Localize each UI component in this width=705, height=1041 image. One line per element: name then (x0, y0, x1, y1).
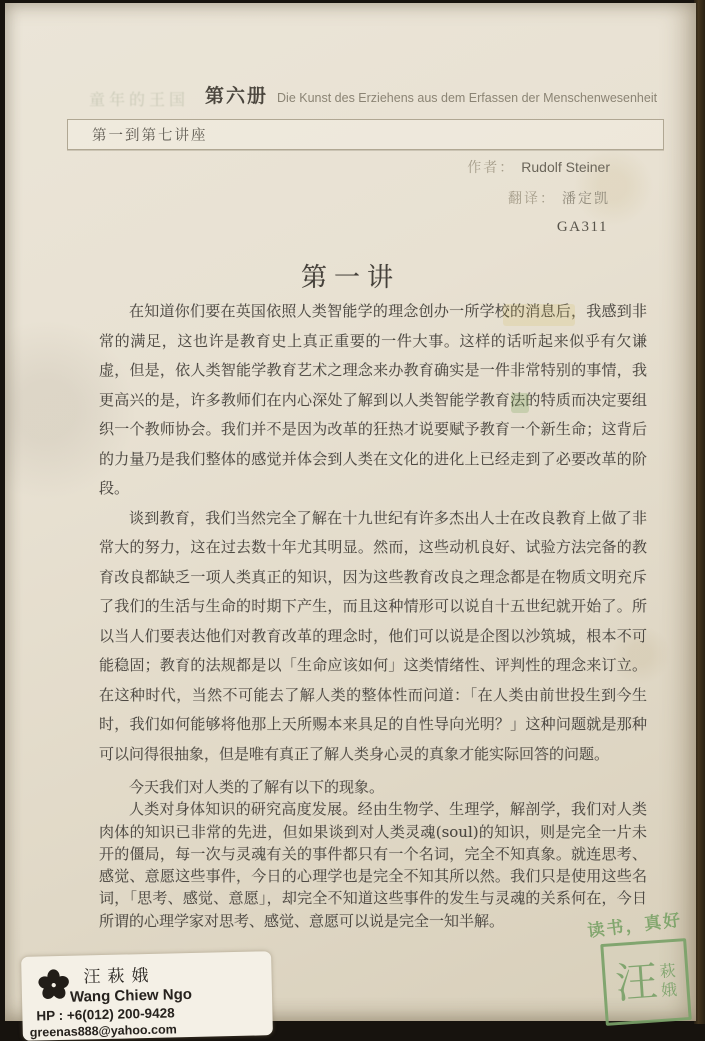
volume-title-line (205, 81, 657, 108)
seal-large-char: 汪 (613, 956, 660, 1009)
seal-small-char: 萩 (659, 960, 677, 981)
paragraph: 在知道你们要在英国依照人类智能学的理念创办一所学校的消息后，我感到非常的满足，这也许是教育史上真正重要的一件大事。这样的话听起来似乎有欠谦虚，但是，依人类智能学教育艺术之理念来办教育确实是一件非常特别的事情，我更高兴的是，许多教师们在内心深处了解到以人类智能学教育法的特质而决定要组织一个教师协会。我们并不是因为改革的狂热才说要赋予教育一个新生命；这背后的力量乃是我们整体的感觉并体会到人类在文化的进化上已经走到了必要改革的阶段。 (99, 302, 647, 497)
owner-contact-sticker (21, 951, 273, 1041)
owner-phone: HP : +6(012) 200-9428 (36, 1005, 175, 1024)
book-meta-block (467, 157, 610, 236)
lecture-range-label: 第一到第七讲座 (92, 128, 208, 144)
owner-name-seal (600, 938, 692, 1026)
book-page (5, 3, 696, 1040)
flower-icon (37, 969, 70, 1002)
translator-name: 潘定凯 (562, 191, 610, 207)
seal-small-char: 娥 (660, 979, 678, 1000)
catalog-number: GA311 (556, 219, 608, 235)
reading-note-stamp: 读书，真好 (586, 910, 684, 942)
owner-name-cn: 汪萩娥 (83, 965, 156, 988)
owner-email: greenas888@yahoo.com (29, 1022, 177, 1040)
lecture-body (99, 297, 647, 932)
author-label: 作者： (467, 160, 516, 176)
author-row (467, 157, 610, 177)
owner-name-en: Wang Chiew Ngo (69, 985, 193, 1006)
ghost-series-title: 童年的王国 (89, 90, 190, 109)
translator-label: 翻译： (508, 191, 556, 207)
paragraph: 谈到教育，我们当然完全了解在十九世纪有许多杰出人士在改良教育上做了非常大的努力，这在过去数十年尤其明显。然而，这些动机良好、试验方法完备的教育改良都缺乏一项人类真正的知识，因为这些教育改良之理念都是在物质文明充斥了我们的生活与生命的时期下产生，而且这种情形可以说自十五世纪就开始了。所以当人们要表达他们对教育改革的理念时，他们可以说是企图以沙筑城，根本不可能稳固；教育的法规都是以「生命应该如何」这类情绪性、评判性的理念来订立。在这种时代，当然不可能去了解人类的整体性而问道：「在人类由前世投生到今生时，我们如何能够将他那上天所赐本来具足的自性导向光明？」这种问题就是那种可以问得很抽象，但是唯有真正了解人类身心灵的真象才能实际回答的问题。 (99, 508, 647, 763)
paragraph: 人类对身体知识的研究高度发展。经由生物学、生理学，解剖学，我们对人类肉体的知识已非常的先进，但如果谈到对人类灵魂(soul)的知识，则是完全一片未开的僵局，每一次与灵魂有关的事件都只有一个名词，完全不知真象。就连思考、感觉、意愿这些事件，今日的心理学也是完全不知其所以然。我们只是使用这些名词，「思考、感觉、意愿」，却完全不知道这些事件的发生与灵魂的关系何在，今日所谓的心理学家对思考、感觉、意愿可以说是完全一知半解。 (99, 800, 647, 930)
seal-small-chars (659, 961, 678, 1000)
lecture-title: 第一讲 (300, 263, 400, 293)
author-name: Rudolf Steiner (521, 159, 610, 175)
volume-label: 第六册 (205, 85, 269, 107)
lecture-range-box (67, 119, 664, 150)
translator-row (467, 188, 610, 208)
german-book-title: Die Kunst des Erziehens aus dem Erfassen der Menschenwesenheit (277, 91, 658, 105)
paragraph: 今天我们对人类的了解有以下的现象。 (129, 778, 385, 796)
